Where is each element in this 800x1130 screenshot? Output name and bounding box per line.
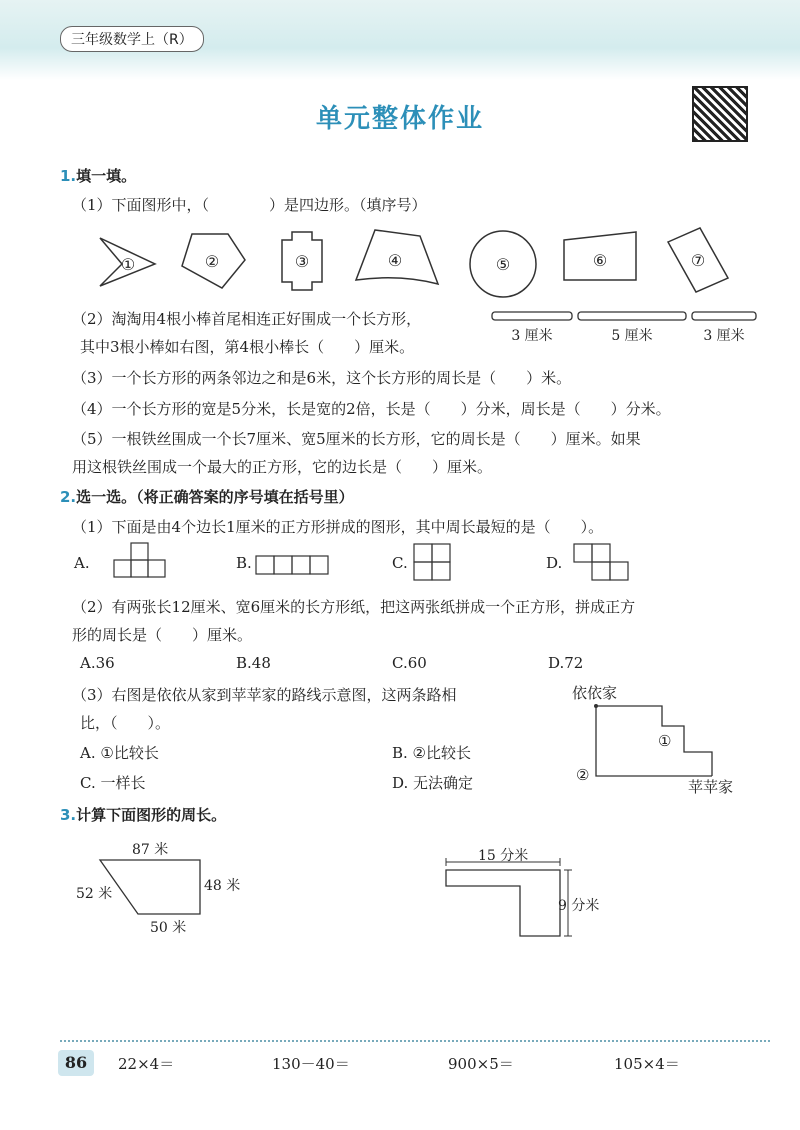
s1-q4: （4）一个长方形的宽是5分米，长是宽的2倍，长是（ ）分米，周长是（ ）分米。 (72, 400, 671, 418)
s2-q2-option-c: C.60 (392, 654, 427, 672)
mental-calc: 900×5＝ (448, 1055, 514, 1073)
stick-label: 3 厘米 (703, 328, 745, 344)
mental-calc: 105×4＝ (614, 1055, 680, 1073)
grade-tag: 三年级数学上（R） (60, 26, 204, 52)
s2-q3-line2: 比，（ ）。 (80, 714, 171, 732)
section-number: 3. (60, 806, 77, 824)
option-label: A. (74, 554, 90, 572)
option-label: C. (392, 554, 408, 572)
map-start-label: 依依家 (572, 684, 618, 702)
s2-q1: （1）下面是由4个边长1厘米的正方形拼成的图形，其中周长最短的是（ ）。 (72, 518, 604, 536)
trap-bottom-label: 50 米 (150, 920, 187, 936)
s1-q2-line2: 其中3根小棒如右图，第4根小棒长（ ）厘米。 (80, 338, 415, 356)
quadrilateral-shapes (0, 222, 800, 302)
section-3-title (60, 804, 226, 825)
s2-q2-line1: （2）有两张长12厘米、宽6厘米的长方形纸，把这两张纸拼成一个正方形，拼成正方 (72, 598, 636, 616)
section-number: 1. (60, 167, 77, 185)
s2-q3-line1: （3）右图是依依从家到苹苹家的路线示意图，这两条路相 (72, 686, 457, 704)
trap-right-label: 48 米 (204, 878, 241, 894)
s2-q3-option-b: B. ②比较长 (392, 744, 472, 762)
page-title: 单元整体作业 (315, 104, 484, 134)
shape-label: ② (204, 252, 220, 271)
s2-q2-option-a: A.36 (80, 654, 115, 672)
shape-label: ⑦ (690, 251, 706, 270)
s1-q3: （3）一个长方形的两条邻边之和是6米，这个长方形的周长是（ ）米。 (72, 369, 572, 387)
mental-calc: 22×4＝ (118, 1055, 175, 1073)
section-number: 2. (60, 488, 77, 506)
stick-2 (578, 312, 686, 320)
shape-label: ⑥ (592, 251, 608, 270)
route-1-path (596, 706, 712, 776)
qr-code-icon[interactable] (692, 86, 748, 142)
shape-label: ④ (387, 251, 403, 270)
footer-divider (60, 1040, 770, 1042)
section-2-title (60, 486, 354, 507)
s1-q5-line2: 用这根铁丝围成一个最大的正方形，它的边长是（ ）厘米。 (72, 458, 493, 476)
stick-1 (492, 312, 572, 320)
s2-q3-option-a: A. ①比较长 (80, 744, 159, 762)
map-route-1-label: ① (658, 732, 672, 750)
l-width-label: 15 分米 (478, 848, 529, 864)
stick-3 (692, 312, 756, 320)
s1-q5-line1: （5）一根铁丝围成一个长7厘米、宽5厘米的长方形，它的周长是（ ）厘米。如果 (72, 430, 641, 448)
trap-top-label: 87 米 (132, 842, 169, 858)
shape-label: ③ (294, 252, 310, 271)
s2-q3-option-d: D. 无法确定 (392, 774, 474, 792)
s2-q2-option-d: D.72 (548, 654, 584, 672)
trapezoid-figure (60, 836, 280, 946)
section-title-text: 选一选。（将正确答案的序号填在括号里） (76, 488, 354, 506)
option-label: D. (546, 554, 563, 572)
section-1-title (60, 165, 136, 186)
section-title-text: 计算下面图形的周长。 (76, 806, 227, 824)
stick-label: 3 厘米 (511, 328, 553, 344)
stick-label: 5 厘米 (611, 328, 653, 344)
shape-label: ① (120, 255, 136, 274)
route-2-path (596, 706, 712, 776)
s1-q2-line1: （2）淘淘用4根小棒首尾相连正好围成一个长方形， (72, 310, 422, 328)
sticks-diagram (480, 306, 770, 346)
mental-calc: 130－40＝ (272, 1055, 350, 1073)
map-route-2-label: ② (576, 766, 590, 784)
route-map (560, 680, 760, 800)
page-number: 86 (58, 1050, 94, 1076)
s1-q1: （1）下面图形中，（ ）是四边形。（填序号） (72, 196, 427, 214)
shape-label: ⑤ (495, 255, 511, 274)
l-height-label: 9 分米 (558, 898, 600, 914)
option-label: B. (236, 554, 252, 572)
l-shape-figure (430, 846, 630, 946)
map-end-label: 苹苹家 (688, 778, 734, 796)
s2-q2-option-b: B.48 (236, 654, 271, 672)
square-arrangements (60, 540, 700, 584)
s2-q2-line2: 形的周长是（ ）厘米。 (72, 626, 253, 644)
s2-q3-option-c: C. 一样长 (80, 774, 146, 792)
trap-left-label: 52 米 (76, 886, 113, 902)
section-title-text: 填一填。 (76, 167, 137, 185)
